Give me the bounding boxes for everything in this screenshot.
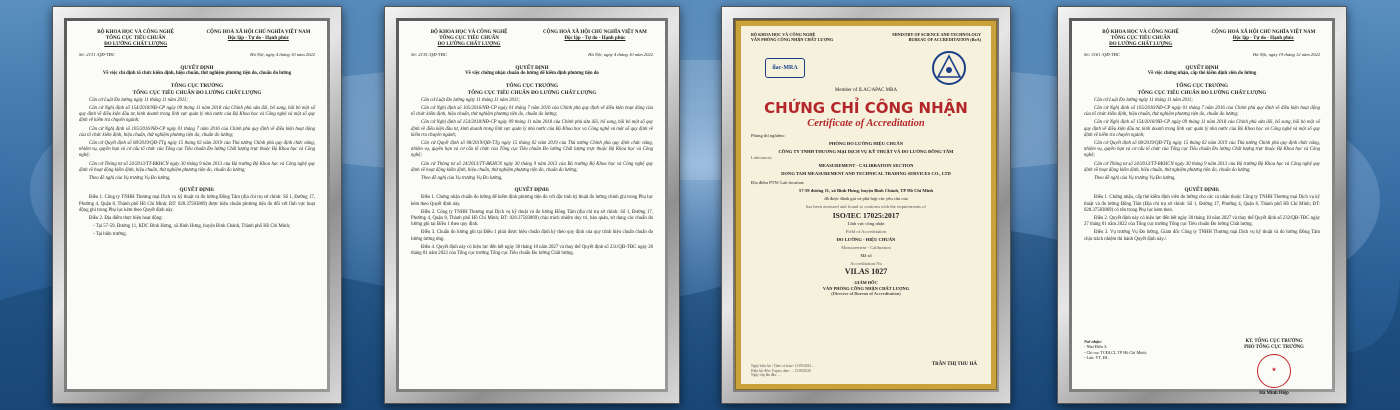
doc2-para: Căn cứ Thông tư số 24/2013/TT-BKHCN ngày 30 tháng 9 năm 2013 của Bộ trưởng Bộ Khoa học và Công nghệ quy định về hoạt động kiểm định, hiệu chuẩn, thử nghiệm phương tiện đo, chuẩn đo lường; [411, 161, 653, 173]
cert-code: VILAS 1027 [844, 267, 888, 277]
cert-code-label: Mã số [860, 253, 872, 259]
cert-field-value-en: Measurement - Calibration [841, 245, 891, 251]
doc2-date: Hà Nội, ngày 4 tháng 10 năm 2022 [588, 52, 653, 57]
doc3-para: Căn cứ Luật Đo lường ngày 11 tháng 11 năm 2011; [1094, 97, 1193, 103]
doc3-date: Hà Nội, ngày 19 tháng 12 năm 2022 [1252, 52, 1320, 57]
doc2-para: Căn cứ Nghị định số 154/2018/NĐ-CP ngày 09 tháng 11 năm 2018 của Chính phủ sửa đổi, bổ sung, bãi bỏ một số quy định về điều kiện đầu tư, kinh doanh trong lĩnh vực quản lý nhà nước của Bộ Khoa học và Công nghệ và một số quy định về kiểm tra chuyên ngành; [411, 120, 653, 138]
doc3-signer: Hà Minh Hiệp [1259, 391, 1289, 396]
doc1-para: Căn cứ Nghị định số 154/2018/NĐ-CP ngày 09 tháng 11 năm 2018 của Chính phủ sửa đổi, bổ sung, bãi bỏ một số quy định về điều kiện đầu tư, kinh doanh trong lĩnh vực quản lý nhà nước của Bộ Khoa học và Công nghệ và một số quy định về kiểm tra chuyên ngành; [79, 106, 315, 124]
doc2-para: Căn cứ Quyết định số 08/2019/QĐ-TTg ngày 15 tháng 02 năm 2019 của Thủ tướng Chính phủ quy định chức năng, nhiệm vụ, quyền hạn và cơ cấu tổ chức của Tổng cục Tiêu chuẩn Đo lường Chất lượng trực thuộc Bộ Khoa học và Công nghệ; [411, 141, 653, 159]
cert-lab-label-en: Laboratory: [751, 155, 773, 161]
cert-assessed: đã được đánh giá và phù hợp các yêu cầu của [824, 196, 908, 202]
framed-decision-3 [1057, 6, 1347, 404]
cert-title-vi: CHỨNG CHỈ CÔNG NHẬN [764, 99, 968, 118]
framed-certificate [721, 6, 1011, 404]
doc2-para: Căn cứ Luật Đo lường ngày 11 tháng 11 năm 2011; [421, 97, 520, 103]
doc2-title: QUYẾT ĐỊNH [515, 65, 549, 72]
doc1-article: Điều 1. Công ty TNHH Thương mại Dịch vụ kỹ thuật và đo lường Đồng Tâm (địa chỉ trụ sở chính: Số 1, Đường 17, Phường 4, Quận 8, Thành phố Hồ Chí Minh; ĐT: 028.37583869) được hiệu chuẩn phương tiện đo đối với lĩnh vực hoạt động ghi trong Phụ lục kèm theo Quyết định này. [79, 195, 315, 213]
doc2-authority: TỔNG CỤC TRƯỞNG TỔNG CỤC TIÊU CHUẨN ĐO LƯỜNG CHẤT LƯỢNG [467, 83, 597, 96]
doc2-article: Điều 3. Chuẩn đo lường ghi tại Điều 1 phải được hiệu chuẩn định kỳ theo quy định của quy trình hiệu chuẩn chuẩn đo lường tương ứng. [411, 230, 653, 242]
cert-code-label-en: Accreditation No [850, 261, 882, 267]
doc3-article: Điều 1. Chứng nhận, cấp thẻ kiểm định viên đo lường cho các cá nhân thuộc Công ty TNHH Thương mại Dịch vụ kỹ thuật và đo lường Đồng Tâm (Địa chỉ trụ sở chính: Số 1, Đường 17, Phường 4, Quận 8, Thành phố Hồ Chí Minh; ĐT: 028.37583869) có tên trong Phụ lục kèm theo. [1084, 195, 1320, 213]
doc3-article: Điều 2. Quyết định này có hiệu lực đến hết ngày 30 tháng 10 năm 2027 và thay thế Quyết định số 232/QĐ-TĐC ngày 27 tháng 01 năm 2022 của Tổng cục trưởng Tổng cục Tiêu chuẩn Đo lường Chất lượng. [1084, 216, 1320, 228]
ilac-mra-logo: ilac-MRA [765, 58, 805, 78]
doc3-subtitle: Về việc chứng nhận, cấp thẻ kiểm định viên đo lường [1147, 71, 1257, 77]
framed-decision-1 [52, 6, 342, 404]
cert-sign-block: GIÁM ĐỐC VĂN PHÒNG CÔNG NHẬN CHẤT LƯỢNG (Director of Bureau of Accreditation) [822, 280, 910, 297]
doc1-number: Số: 2131 /QĐ-TĐC [79, 52, 115, 57]
doc1-article: Điều 2. Địa điểm thực hiện hoạt động: [89, 216, 163, 222]
cert-field-value: ĐO LƯỜNG - HIỆU CHUẨN [836, 237, 896, 243]
doc3-para: Theo đề nghị của Vụ trưởng Vụ Đo lường, [1094, 176, 1176, 182]
cert-field-label: Lĩnh vực công nhận [847, 221, 885, 227]
doc1-para: Căn cứ Thông tư số 24/2013/TT-BKHCN ngày 30 tháng 9 năm 2013 của Bộ trưởng Bộ Khoa học và Công nghệ quy định về hoạt động kiểm định, hiệu chuẩn, thử nghiệm phương tiện đo, chuẩn đo lường; [79, 161, 315, 173]
doc3-para: Căn cứ Nghị định số 105/2016/NĐ-CP ngày 01 tháng 7 năm 2016 của Chính phủ quy định về điều kiện hoạt động của tổ chức kiểm định, hiệu chuẩn, thử nghiệm phương tiện đo, chuẩn đo lường; [1084, 106, 1320, 118]
decision-document-3 [1072, 21, 1332, 396]
doc2-decision-head: QUYẾT ĐỊNH: [514, 187, 550, 194]
doc3-para: Căn cứ Thông tư số 24/2013/TT-BKHCN ngày 30 tháng 9 năm 2013 của Bộ trưởng Bộ Khoa học và Công nghệ quy định về hoạt động kiểm định, hiệu chuẩn, thử nghiệm phương tiện đo, chuẩn đo lường; [1084, 161, 1320, 173]
doc1-decision-head: QUYẾT ĐỊNH: [179, 187, 215, 194]
doc1-right-org: CỘNG HOÀ XÃ HỘI CHỦ NGHĨA VIỆT NAM Độc lập - Tự do - Hạnh phúc [206, 30, 311, 41]
cert-lab-name-en: DONG TAM MEASUREMENT AND TECHNICAL TRADING SERVICES CO., LTD [781, 171, 951, 177]
doc3-authority: TỔNG CỤC TRƯỞNG TỔNG CỤC TIÊU CHUẨN ĐO LƯỜNG CHẤT LƯỢNG [1137, 83, 1267, 96]
cert-member: Member of ILAC/APAC MRA [834, 88, 898, 94]
decision-document-1 [67, 21, 327, 389]
doc3-right-org: CỘNG HOÀ XÃ HỘI CHỦ NGHĨA VIỆT NAM Độc lập - Tự do - Hạnh phúc [1211, 30, 1316, 41]
doc1-date: Hà Nội, ngày 4 tháng 10 năm 2022 [250, 52, 315, 57]
cert-lab-label: Phòng thí nghiệm: [751, 133, 785, 139]
doc1-para: Theo đề nghị của Vụ trưởng Vụ Đo lường, [89, 176, 171, 182]
cert-address-label: Địa điểm PTN/ Lab location: [751, 180, 805, 186]
doc3-left-org: BỘ KHOA HỌC VÀ CÔNG NGHỆ TỔNG CỤC TIÊU CHUẨN ĐO LƯỜNG CHẤT LƯỢNG [1102, 30, 1179, 47]
cert-iso: ISO/IEC 17025:2017 [832, 211, 900, 221]
doc3-recipients: Nơi nhận: - Như Điều 3; - Chi cục TCĐLCL TP Hồ Chí Minh; - Lưu: VT, ĐL. [1084, 339, 1147, 361]
doc3-sign-block: KT. TỔNG CỤC TRƯỞNG PHÓ TỔNG CỤC TRƯỞNG ★ Hà Minh Hiệp [1226, 339, 1322, 397]
boa-logo [931, 50, 967, 86]
cert-lab-name: CÔNG TY TNHH THƯƠNG MẠI DỊCH VỤ KỸ THUẬT VÀ ĐO LƯỜNG ĐỒNG TÂM [778, 149, 954, 155]
cert-title-en: Certificate of Accreditation [807, 118, 925, 130]
doc1-authority: TỔNG CỤC TRƯỞNG TỔNG CỤC TIÊU CHUẨN ĐO LƯỜNG CHẤT LƯỢNG [132, 83, 262, 96]
doc1-para: Căn cứ Luật Đo lường ngày 11 tháng 11 năm 2011; [89, 97, 188, 103]
cert-field-label-en: Field of Accreditation [845, 229, 887, 235]
doc1-title: QUYẾT ĐỊNH [180, 65, 214, 72]
doc2-number: Số: 2135 /QĐ-TĐC [411, 52, 447, 57]
doc2-article: Điều 4. Quyết định này có hiệu lực đến hết ngày 30 tháng 10 năm 2027 và thay thế Quyết định số 231/QĐ-TĐC ngày 26 tháng 01 năm 2022 của Tổng cục trưởng Tổng cục Tiêu chuẩn Đo lường Chất lượng. [411, 244, 653, 257]
framed-decision-2 [384, 6, 680, 404]
doc2-left-org: BỘ KHOA HỌC VÀ CÔNG NGHỆ TỔNG CỤC TIÊU CHUẨN ĐO LƯỜNG CHẤT LƯỢNG [430, 30, 508, 47]
doc1-left-org: BỘ KHOA HỌC VÀ CÔNG NGHỆ TỔNG CỤC TIÊU CHUẨN ĐO LƯỜNG CHẤT LƯỢNG [97, 30, 174, 47]
red-seal-stamp-icon: ★ [1257, 354, 1291, 388]
cert-assessed-en: has been assessed and found to conform with the requirements of [806, 204, 926, 210]
doc3-article: Điều 3. Vụ trưởng Vụ Đo lường, Giám đốc Công ty TNHH Thương mại Dịch vụ kỹ thuật và đo lường Đồng Tâm chịu trách nhiệm thi hành Quyết định này./. [1084, 230, 1320, 242]
doc2-subtitle: Về việc chứng nhận chuẩn đo lường để kiểm định phương tiện đo [465, 71, 599, 77]
doc2-article: Điều 1. Chứng nhận chuẩn đo lường để kiểm định phương tiện đo với đặc tính kỹ thuật đo lường chính ghi trong Phụ lục kèm theo Quyết định này. [411, 195, 653, 207]
cert-lab-name-en: MEASUREMENT - CALIBRATION SECTION [818, 163, 914, 169]
doc2-para: Theo đề nghị của Vụ trưởng Vụ Đo lường, [421, 176, 503, 182]
doc3-title: QUYẾT ĐỊNH [1185, 65, 1219, 72]
doc1-subtitle: Về việc chỉ định tổ chức kiểm định, hiệu chuẩn, thử nghiệm phương tiện đo, chuẩn đo lường [102, 71, 292, 77]
doc1-bullet: - Tại hiện trường. [93, 232, 127, 238]
cert-lab-name: PHÒNG ĐO LƯỜNG HIỆU CHUẨN [828, 141, 904, 147]
doc1-para: Căn cứ Nghị định số 105/2016/NĐ-CP ngày 01 tháng 7 năm 2016 của Chính phủ quy định về điều kiện hoạt động của tổ chức kiểm định, hiệu chuẩn, thử nghiệm phương tiện đo, chuẩn đo lường; [79, 126, 315, 138]
cert-right-head: MINISTRY OF SCIENCE AND TECHNOLOGY BUREAU OF ACCREDITATION (BoA) [892, 32, 981, 43]
doc2-article: Điều 2. Công ty TNHH Thương mại Dịch vụ kỹ thuật và đo lường Đồng Tâm (địa chỉ trụ sở chính: Số 1, Đường 17, Phường 4, Quận 8, Thành phố Hồ Chí Minh; ĐT: 028.37583869) chịu trách nhiệm duy trì, bảo quản, sử dụng các chuẩn đo lường ghi tại Điều 1 theo quy định. [411, 209, 653, 228]
doc2-para: Căn cứ Nghị định số 105/2016/NĐ-CP ngày 01 tháng 7 năm 2016 của Chính phủ quy định về điều kiện hoạt động của tổ chức kiểm định, hiệu chuẩn, thử nghiệm phương tiện đo, chuẩn đo lường; [411, 106, 653, 118]
cert-signer: TRẦN THỊ THU HÀ [931, 362, 977, 367]
decision-document-2 [399, 21, 665, 389]
doc1-para: Căn cứ Quyết định số 08/2019/QĐ-TTg ngày 15 tháng 02 năm 2019 của Thủ tướng Chính phủ quy định chức năng, nhiệm vụ, quyền hạn và cơ cấu tổ chức của Tổng cục Tiêu chuẩn Đo lường Chất lượng trực thuộc Bộ Khoa học và Công nghệ; [79, 141, 315, 159]
cert-footer: Ngày hiệu lực / Date of issue: 11/09/2023 ... Hiệu lực đến / Expiry date: ... 11/09/2026 Ngày cấp lần đầu: ... [751, 364, 815, 378]
doc2-right-org: CỘNG HOÀ XÃ HỘI CHỦ NGHĨA VIỆT NAM Độc lập - Tự do - Hạnh phúc [542, 30, 647, 41]
cert-left-head: BỘ KHOA HỌC VÀ CÔNG NGHỆ VĂN PHÒNG CÔNG NHẬN CHẤT LƯỢNG [751, 32, 834, 43]
cert-address: 57-59 đường 11, xã Bình Hưng, huyện Bình Chánh, TP Hồ Chí Minh [798, 188, 934, 194]
accreditation-certificate [736, 21, 996, 389]
doc1-bullet: - Tại 57-59, Đường 11, KDC Bình Hưng, xã Bình Hưng, huyện Bình Chánh, Thành phố Hồ Chí Minh; [93, 224, 291, 230]
doc3-para: Căn cứ Nghị định số 154/2018/NĐ-CP ngày 09 tháng 11 năm 2018 của Chính phủ sửa đổi, bổ sung, bãi bỏ một số quy định về điều kiện đầu tư, kinh doanh trong lĩnh vực quản lý nhà nước của Bộ Khoa học và Công nghệ và một số quy định về kiểm tra chuyên ngành; [1084, 120, 1320, 138]
doc3-para: Căn cứ Quyết định số 08/2019/QĐ-TTg ngày 15 tháng 02 năm 2019 của Thủ tướng Chính phủ quy định chức năng, nhiệm vụ, quyền hạn và cơ cấu tổ chức của Tổng cục Tiêu chuẩn Đo lường Chất lượng trực thuộc Bộ Khoa học và Công nghệ; [1084, 141, 1320, 159]
doc3-number: Số: 3161 /QĐ-TĐC [1084, 52, 1120, 57]
doc3-decision-head: QUYẾT ĐỊNH: [1184, 187, 1220, 194]
